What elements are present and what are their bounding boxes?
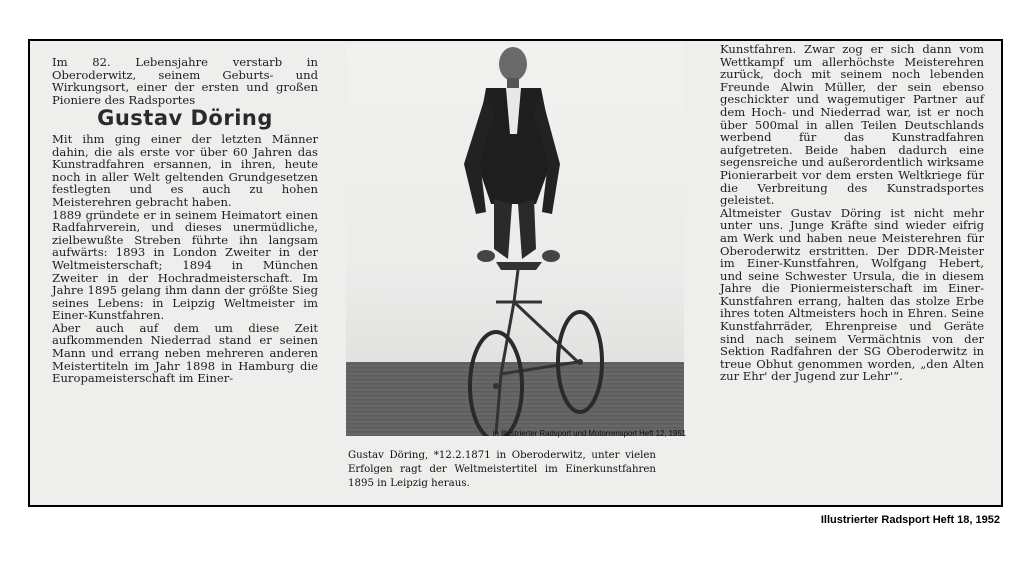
article-paragraph: Aber auch auf dem um diese Zeit aufkommenden Niederrad stand er seinen Mann und errang neben mehreren anderen Meistertiteln im Jahr 1898 in Hamburg die Europameisterschaft im Einer- — [52, 320, 318, 386]
article-paragraph: Altmeister Gustav Döring ist nicht mehr unter uns. Junge Kräfte sind wieder eifrig am Werk und haben neue Meisterehren für Oberoderwitz erstritten. Der DDR-Meister im Einer-Kunstfahren, Wolfgang Hebert, und seine Schwester Ursula, die in diesem Jahre die Pioniermeisterschaft im Einer-Kunstfahren errang, halten das stolze Erbe ihres toten Altmeisters hoch in Ehren. Seine Kunstfahrräder, Ehrenpreise und Geräte sind nach seinem Vermächtnis von der Sektion Radfahren der SG Oberoderwitz in treue Obhut genommen worden, „den Alten zur Ehr' der Jugend zur Lehr'“. — [720, 205, 984, 384]
article-paragraph: Mit ihm ging einer der letzten Männer dahin, die als erste vor über 60 Jahren das Kunstradfahren ersannen, in ihren, heute noch in aller Welt geltenden Grundgesetzen festlegten und es auch zu hohen Meisterehren gebracht haben. — [52, 131, 318, 209]
newspaper-clipping — [28, 39, 1003, 507]
article-column-right — [720, 43, 984, 383]
cyclist-illustration — [346, 44, 684, 436]
article-column-left — [52, 56, 318, 385]
photo-caption: Gustav Döring, *12.2.1871 in Oberoderwitz, unter vielen Erfolgen ragt der Weltmeistertitel im Einerkunstfahren 1895 in Leipzig heraus. — [348, 450, 656, 489]
source-citation: Illustrierter Radsport Heft 18, 1952 — [820, 514, 1000, 526]
article-paragraph: 1889 gründete er in seinem Heimatort einen Radfahrverein, und dieses unermüdliche, zielbewußte Streben führte ihn langsam aufwärts: 1893 in London Zweiter in der Weltmeisterschaft; 1894 in München Zweiter in der Hochradmeisterschaft. Im Jahre 1895 gelang ihm dann der größte Sieg seines Lebens: in Leipzig Weltmeister im Einer-Kunstfahren. — [52, 207, 318, 323]
article-paragraph: Kunstfahren. Zwar zog er sich dann vom Wettkampf um allerhöchste Meisterehren zurück, doch mit seinem noch lebenden Freunde Alwin Müller, der sein ebenso geschickter und wagemutiger Partner auf dem Hoch- und Niederrad war, ist er noch über 500mal in allen Teilen Deutschlands werbend für das Kunstradfahren aufgetreten. Beide haben dadurch eine segensreiche und außerordentlich wirksame Pionierarbeit vor dem ersten Weltkriege für die Verbreitung des Kunstradsportes geleistet. — [720, 42, 984, 208]
cyclist-photo — [346, 44, 684, 436]
article-headline: Gustav Döring — [97, 106, 273, 131]
article-intro: Im 82. Lebensjahre verstarb in Oberoderwitz, seinem Geburts- und Wirkungsort, einer der ersten und großen Pioniere des Radsportes — [52, 55, 318, 107]
photo-credit: in Illustrierter Radsport und Motorrensport Heft 12, 1951 — [492, 429, 686, 438]
